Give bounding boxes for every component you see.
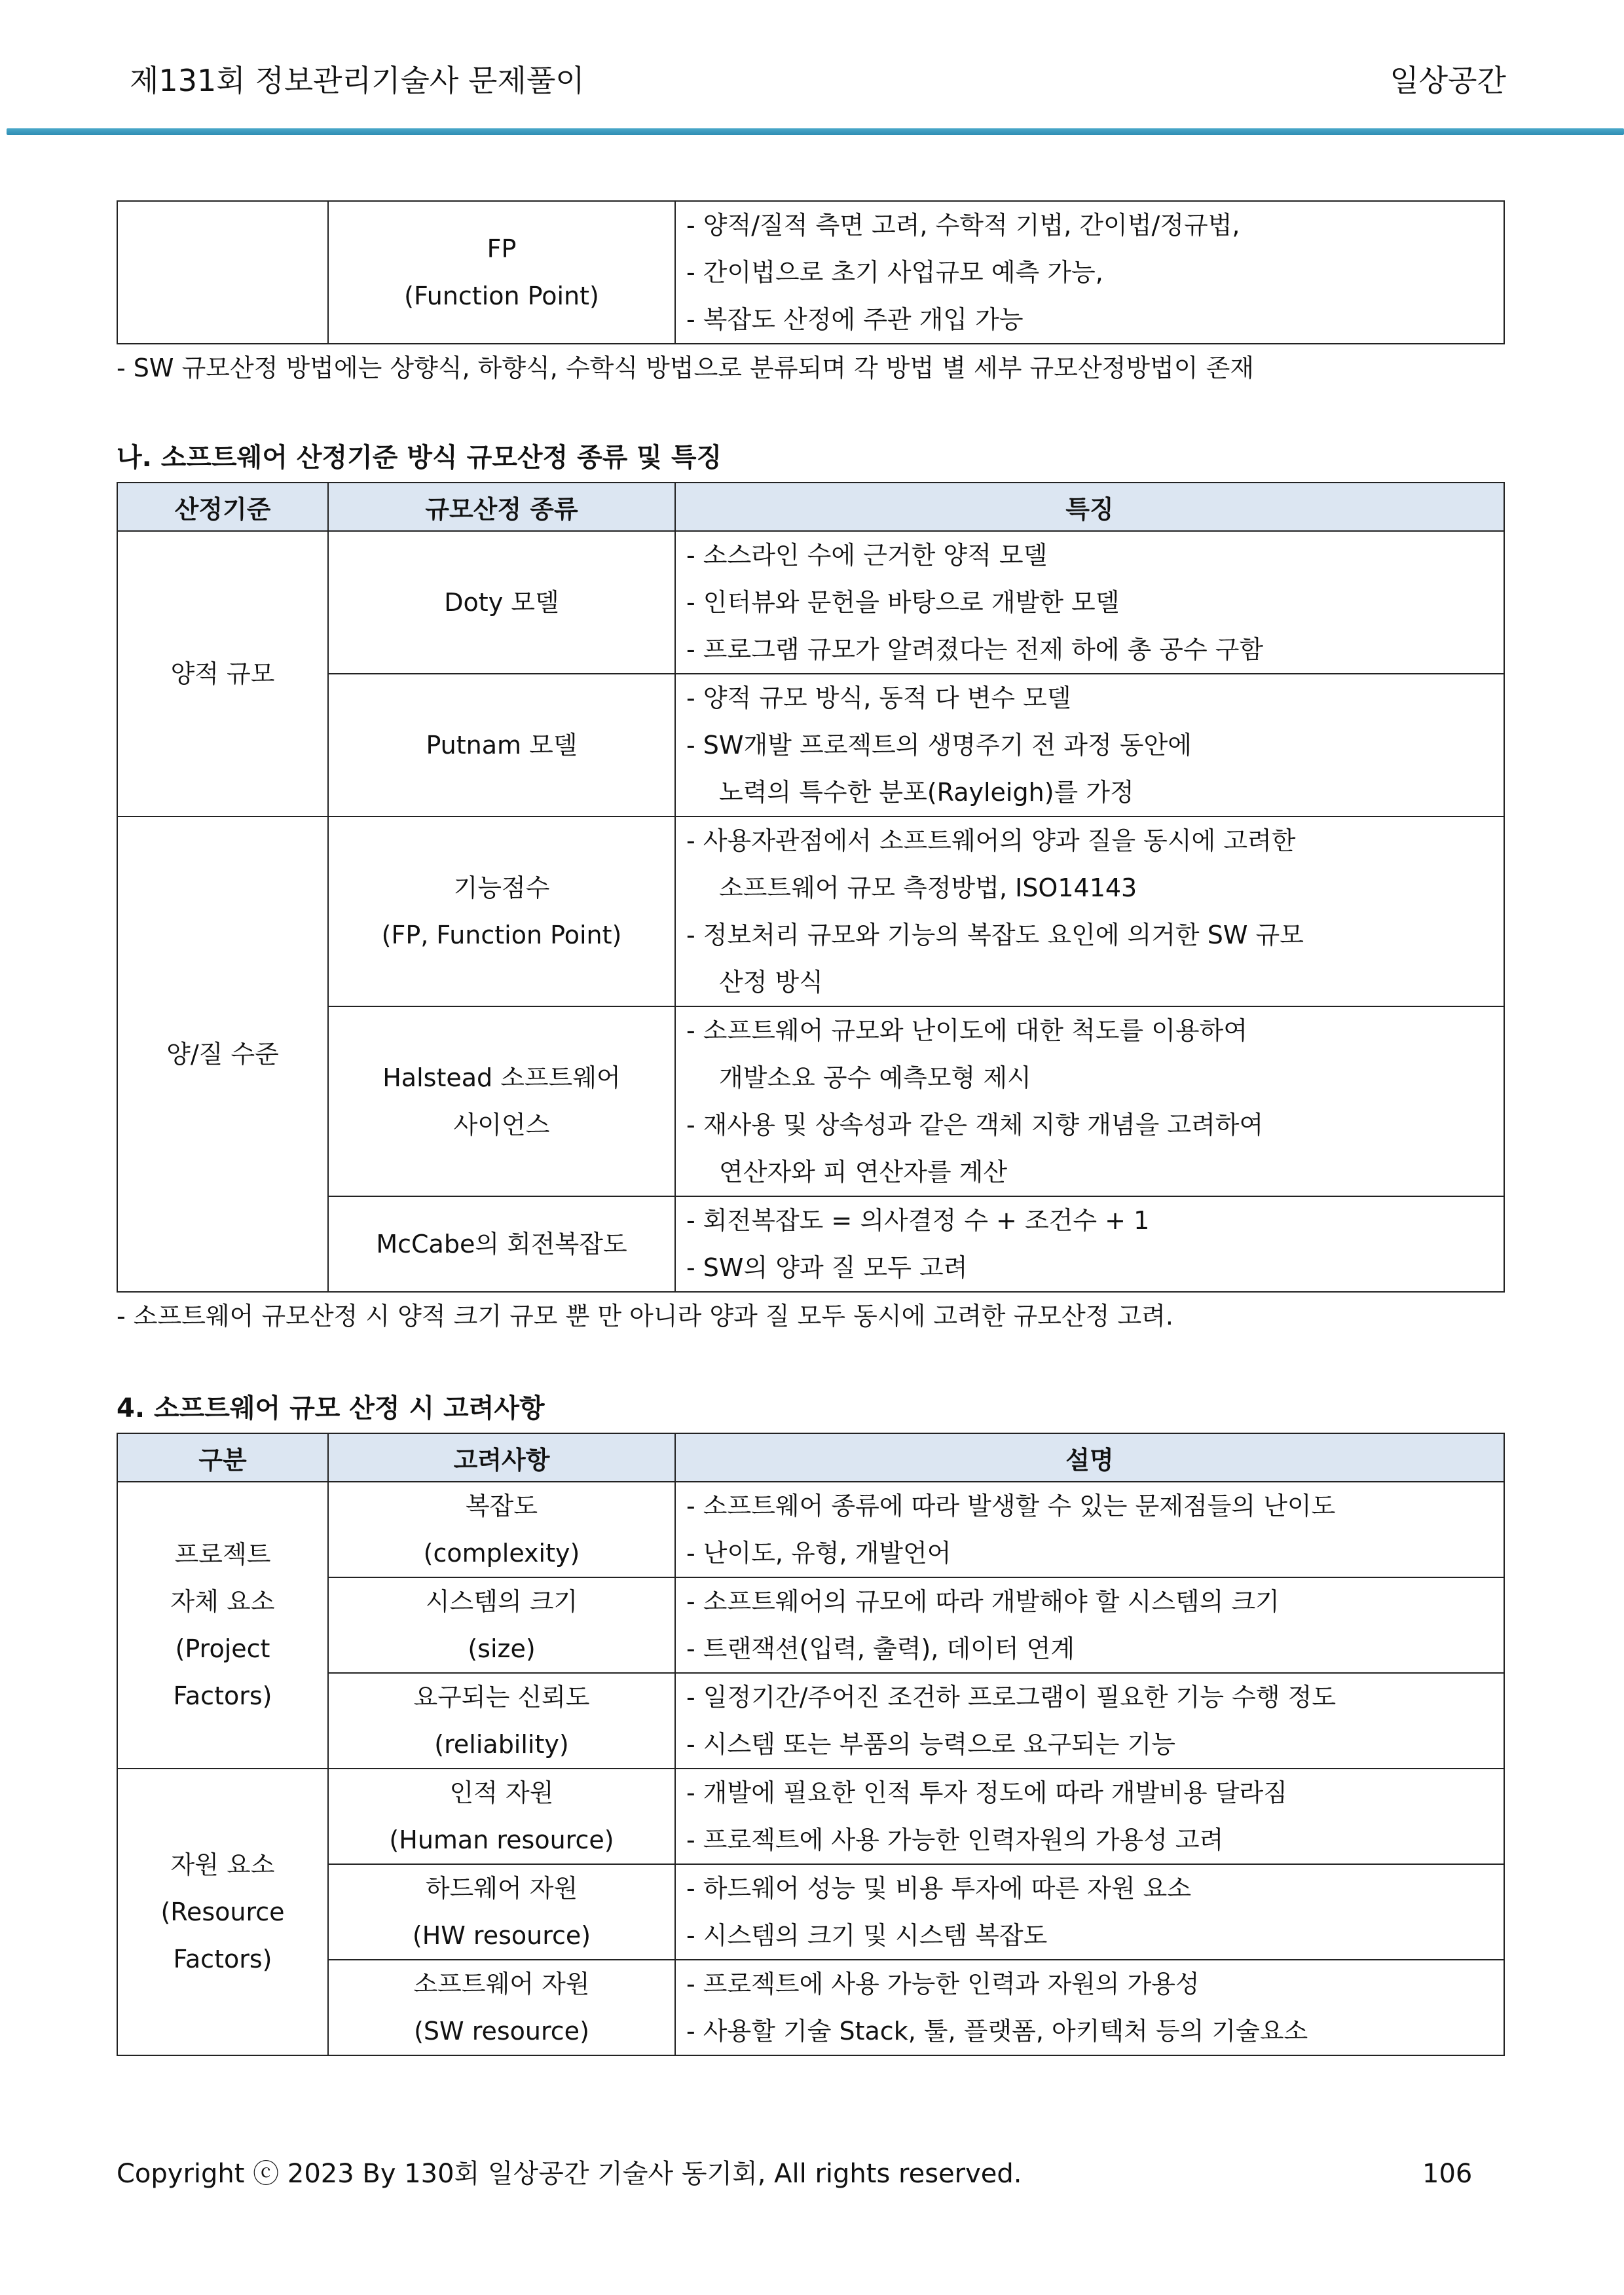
desc-line: - 소프트웨어 종류에 따라 발생할 수 있는 문제점들의 난이도	[686, 1492, 1336, 1520]
desc-line: - 난이도, 유형, 개발언어	[686, 1539, 951, 1568]
item-line: (SW resource)	[414, 2017, 589, 2046]
desc-line: - 시스템의 크기 및 시스템 복잡도	[686, 1921, 1048, 1950]
type-line: (FP, Function Point)	[381, 921, 622, 949]
criterion-label: 양/질 수준	[166, 1040, 279, 1069]
section-title: 나. 소프트웨어 산정기준 방식 규모산정 종류 및 특징	[117, 443, 722, 473]
desc-cell	[675, 201, 1504, 344]
desc-line: - 개발에 필요한 인적 투자 정도에 따라 개발비용 달라짐	[686, 1778, 1287, 1807]
table-header-row	[117, 483, 1504, 531]
desc-cell	[675, 1673, 1504, 1769]
desc-line: - 소프트웨어의 규모에 따라 개발해야 할 시스템의 크기	[686, 1587, 1280, 1616]
page-content	[117, 200, 1505, 2056]
table-row	[117, 1482, 1504, 1577]
desc-cell	[675, 531, 1504, 674]
item-line: 소프트웨어 자원	[413, 1970, 590, 1998]
category-line: 자원 요소	[170, 1850, 275, 1879]
table-row	[117, 201, 1504, 344]
desc-line: - 간이법으로 초기 사업규모 예측 가능,	[686, 258, 1103, 287]
category-line: Factors)	[173, 1945, 272, 1974]
criterion-cell	[117, 531, 328, 817]
category-line: 프로젝트	[174, 1540, 271, 1569]
empty-criterion-cell	[117, 201, 328, 344]
item-cell	[328, 1482, 675, 1577]
column-header: 고려사항	[328, 1433, 675, 1482]
desc-line: - 회전복잡도 = 의사결정 수 + 조건수 + 1	[686, 1206, 1150, 1235]
desc-line: - 재사용 및 상속성과 같은 객체 지향 개념을 고려하여	[686, 1111, 1264, 1139]
desc-cell	[675, 1006, 1504, 1196]
item-line: 하드웨어 자원	[425, 1874, 578, 1903]
footer-copyright: Copyright ⓒ 2023 By 130회 일상공간 기술사 동기회, All rights reserved.	[117, 2159, 1022, 2189]
desc-cell	[675, 817, 1504, 1006]
type-cell	[328, 531, 675, 674]
desc-line: - 복잡도 산정에 주관 개입 가능	[686, 305, 1024, 334]
page-number: 106	[1422, 2159, 1473, 2189]
criteria-table	[117, 482, 1505, 1293]
fp-continuation-table	[117, 200, 1505, 344]
item-cell	[328, 1769, 675, 1864]
type-cell	[328, 201, 675, 344]
column-header: 설명	[675, 1433, 1504, 1482]
desc-line: 노력의 특수한 분포(Rayleigh)를 가정	[719, 778, 1134, 807]
category-line: Factors)	[173, 1681, 272, 1710]
table-row	[117, 817, 1504, 1006]
item-line: 인적 자원	[449, 1778, 554, 1807]
category-line: (Project	[175, 1634, 270, 1663]
desc-line: 개발소요 공수 예측모형 제시	[719, 1063, 1031, 1092]
desc-line: - 프로그램 규모가 알려졌다는 전제 하에 총 공수 구함	[686, 635, 1264, 664]
desc-cell	[675, 1960, 1504, 2055]
type-line: 사이언스	[453, 1111, 550, 1139]
column-header: 특징	[675, 483, 1504, 531]
header-rule	[7, 128, 1624, 135]
item-cell	[328, 1673, 675, 1769]
desc-cell	[675, 1577, 1504, 1673]
type-cell	[328, 1006, 675, 1196]
item-cell	[328, 1960, 675, 2055]
desc-line: 소프트웨어 규모 측정방법, ISO14143	[719, 873, 1137, 902]
desc-cell	[675, 1864, 1504, 1960]
item-cell	[328, 1864, 675, 1960]
desc-line: - 사용자관점에서 소프트웨어의 양과 질을 동시에 고려한	[686, 826, 1296, 855]
section-title: 4. 소프트웨어 규모 산정 시 고려사항	[117, 1393, 545, 1423]
type-line: Putnam 모델	[426, 731, 578, 760]
desc-line: - 정보처리 규모와 기능의 복잡도 요인에 의거한 SW 규모	[686, 921, 1304, 949]
criterion-label: 양적 규모	[170, 659, 275, 688]
desc-line: - 사용할 기술 Stack, 툴, 플랫폼, 아키텍처 등의 기술요소	[686, 2017, 1308, 2046]
item-line: (HW resource)	[412, 1921, 591, 1950]
desc-line: - 인터뷰와 문헌을 바탕으로 개발한 모델	[686, 588, 1120, 617]
desc-line: - 프로젝트에 사용 가능한 인력과 자원의 가용성	[686, 1970, 1200, 1998]
considerations-table	[117, 1433, 1505, 2056]
item-line: 시스템의 크기	[425, 1587, 578, 1616]
type-cell	[328, 674, 675, 817]
desc-line: - 시스템 또는 부품의 능력으로 요구되는 기능	[686, 1730, 1175, 1759]
desc-cell	[675, 674, 1504, 817]
section-na-note: - 소프트웨어 규모산정 시 양적 크기 규모 뿐 만 아니라 양과 질 모두 동시에 고려한 규모산정 고려.	[117, 1302, 1173, 1331]
item-line: (reliability)	[434, 1730, 569, 1759]
desc-line: - 양적 규모 방식, 동적 다 변수 모델	[686, 684, 1071, 712]
header-title: 제131회 정보관리기술사 문제풀이	[130, 63, 585, 98]
item-line: (Human resource)	[389, 1826, 614, 1854]
type-line: (Function Point)	[404, 282, 599, 310]
item-line: (size)	[468, 1634, 536, 1663]
type-line: Doty 모델	[444, 588, 559, 617]
column-header: 구분	[117, 1433, 328, 1482]
criterion-cell	[117, 817, 328, 1292]
item-line: 복잡도	[465, 1492, 538, 1520]
type-cell	[328, 817, 675, 1006]
desc-line: - 일정기간/주어진 조건하 프로그램이 필요한 기능 수행 정도	[686, 1683, 1337, 1712]
desc-cell	[675, 1769, 1504, 1864]
desc-line: - 프로젝트에 사용 가능한 인력자원의 가용성 고려	[686, 1826, 1224, 1854]
column-header: 산정기준	[117, 483, 328, 531]
type-line: McCabe의 회전복잡도	[376, 1230, 627, 1258]
desc-line: 연산자와 피 연산자를 계산	[719, 1158, 1008, 1186]
type-line: Halstead 소프트웨어	[382, 1063, 621, 1092]
header-brand: 일상공간	[1390, 63, 1506, 98]
table0-note: - SW 규모산정 방법에는 상향식, 하향식, 수학식 방법으로 분류되며 각 방법 별 세부 규모산정방법이 존재	[117, 354, 1254, 382]
item-line: 요구되는 신뢰도	[413, 1683, 590, 1712]
category-line: (Resource	[160, 1898, 285, 1926]
type-line: FP	[487, 234, 517, 263]
desc-line: - 트랜잭션(입력, 출력), 데이터 연계	[686, 1634, 1075, 1663]
desc-line: 산정 방식	[719, 968, 823, 997]
type-line: 기능점수	[453, 873, 550, 902]
desc-line: - SW개발 프로젝트의 생명주기 전 과정 동안에	[686, 731, 1192, 760]
desc-line: - 소스라인 수에 근거한 양적 모델	[686, 541, 1048, 570]
category-line: 자체 요소	[170, 1587, 275, 1616]
category-cell	[117, 1482, 328, 1769]
type-cell	[328, 1196, 675, 1292]
desc-line: - 양적/질적 측면 고려, 수학적 기법, 간이법/정규법,	[686, 211, 1240, 240]
item-cell	[328, 1577, 675, 1673]
table-row	[117, 1769, 1504, 1864]
table-row	[117, 531, 1504, 674]
item-line: (complexity)	[423, 1539, 580, 1568]
desc-line: - 하드웨어 성능 및 비용 투자에 따른 자원 요소	[686, 1874, 1192, 1903]
column-header: 규모산정 종류	[328, 483, 675, 531]
desc-line: - SW의 양과 질 모두 고려	[686, 1253, 968, 1282]
table-header-row	[117, 1433, 1504, 1482]
desc-cell	[675, 1482, 1504, 1577]
desc-cell	[675, 1196, 1504, 1292]
category-cell	[117, 1769, 328, 2055]
desc-line: - 소프트웨어 규모와 난이도에 대한 척도를 이용하여	[686, 1016, 1248, 1045]
